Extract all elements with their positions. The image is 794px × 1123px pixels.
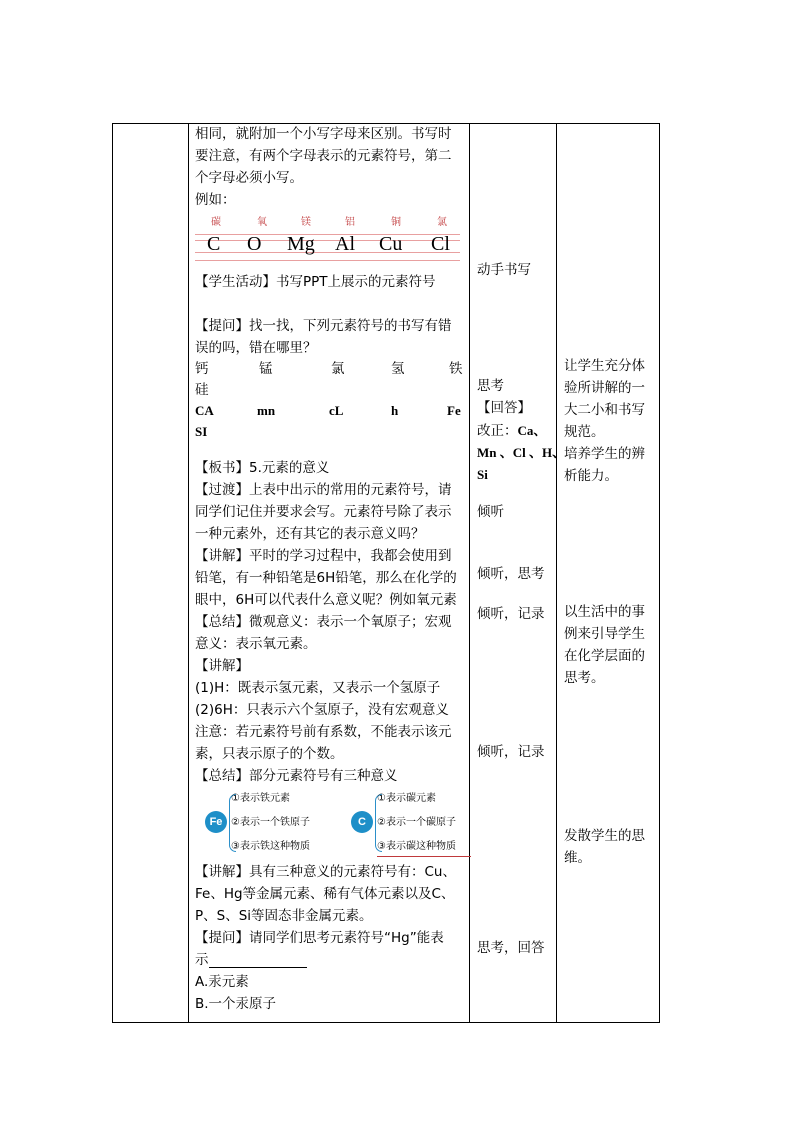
intent-text: 让学生充分体 <box>564 358 645 374</box>
summary-line: 意义：表示氧元素。 <box>195 636 317 652</box>
transition-line: 【过渡】上表中出示的常用的元素符号，请 <box>195 482 452 498</box>
wrong-symbol: h <box>391 403 399 418</box>
option-b: B.一个汞原子 <box>195 996 277 1012</box>
transition-line: 同学们记住并要求会写。元素符号除了表示 <box>195 504 452 520</box>
wrong-symbol: cL <box>329 403 344 418</box>
meaning-item: ①表示碳元素 <box>377 793 436 804</box>
meaning-item: ③表示铁这种物质 <box>231 841 310 852</box>
element-symbol: Cl <box>431 233 450 255</box>
column-divider <box>469 124 470 1022</box>
lecture-line: 铅笔，有一种铅笔是6H铅笔，那么在化学的 <box>195 570 457 586</box>
symbol-chart <box>195 212 460 264</box>
element-symbol: Cu <box>379 233 403 255</box>
lecture-line: 【讲解】具有三种意义的元素符号有：Cu、 <box>195 864 456 880</box>
meaning-item: ②表示一个碳原子 <box>377 817 456 828</box>
intent-text: 例来引导学生 <box>564 626 645 642</box>
intent-text: 发散学生的思 <box>564 828 645 844</box>
activity-text: 倾听，记录 <box>477 606 545 622</box>
fe-badge: Fe <box>205 811 227 833</box>
note-line: 素，只表示原子的个数。 <box>195 746 344 762</box>
intent-text: 维。 <box>564 850 591 866</box>
symbol-cn: 镁 <box>301 217 311 228</box>
teaching-content-column <box>195 124 465 1022</box>
transition-line: 一种元素外，还有其它的表示意义吗？ <box>195 526 425 542</box>
board-line: 【板书】5.元素的意义 <box>195 460 330 476</box>
column-divider <box>556 124 557 1022</box>
example-label: 例如： <box>195 192 236 208</box>
activity-line: 【学生活动】书写PPT上展示的元素符号 <box>195 274 436 290</box>
symbol-cn: 碳 <box>211 217 221 228</box>
intent-text: 思考。 <box>564 670 605 686</box>
wrong-symbol: Fe <box>447 403 461 418</box>
element-symbol: Mg <box>287 233 315 255</box>
element-cn: 锰 <box>259 361 273 377</box>
wrong-symbol: mn <box>257 403 276 418</box>
intent-text: 析能力。 <box>564 468 618 484</box>
activity-text: 【回答】 <box>477 400 531 416</box>
symbol-cn: 氯 <box>437 217 447 228</box>
lesson-table <box>112 123 660 1023</box>
question-line: 【提问】请同学们思考元素符号“Hg”能表 <box>195 930 444 946</box>
option-a: A.汞元素 <box>195 974 249 990</box>
intent-text: 培养学生的辨 <box>564 446 645 462</box>
intent-text: 以生活中的事 <box>564 604 645 620</box>
activity-text: 思考 <box>477 378 504 394</box>
lecture-line: 【讲解】平时的学习过程中，我都会使用到 <box>195 548 452 564</box>
intent-text: 规范。 <box>564 424 605 440</box>
paragraph-line: 相同，就附加一个小写字母来区别。书写时 <box>195 126 452 142</box>
activity-text: 倾听，思考 <box>477 566 545 582</box>
activity-text: Si <box>477 467 488 482</box>
question-line: 误的吗，错在哪里？ <box>195 340 317 356</box>
c-badge: C <box>351 811 373 833</box>
lecture-line: 【讲解】 <box>195 658 249 674</box>
symbol-cn: 铜 <box>391 217 401 228</box>
question-line: 【提问】找一找，下列元素符号的书写有错 <box>195 318 452 334</box>
summary-line: 【总结】微观意义：表示一个氧原子；宏观 <box>195 614 452 630</box>
student-activity-column <box>477 124 566 1022</box>
element-symbol: O <box>247 233 262 255</box>
element-cn: 铁 <box>449 361 463 377</box>
activity-text: Mn 、Cl 、H、 <box>477 445 566 460</box>
answer-blank <box>209 967 307 968</box>
element-symbol: C <box>207 233 221 255</box>
element-symbol: Al <box>335 233 355 255</box>
activity-text: 改正：Ca、 <box>477 423 547 439</box>
element-cn: 氢 <box>391 361 405 377</box>
activity-text: 倾听，记录 <box>477 744 545 760</box>
note-line: 注意：若元素符号前有系数，不能表示该元 <box>195 724 452 740</box>
activity-text: 思考，回答 <box>477 940 545 956</box>
symbol-cn: 氧 <box>257 217 267 228</box>
list-item: (1)H：既表示氢元素，又表示一个氢原子 <box>195 680 441 696</box>
lecture-line: P、S、Si等固态非金属元素。 <box>195 908 373 924</box>
intent-text: 验所讲解的一 <box>564 380 645 396</box>
paragraph-line: 个字母必须小写。 <box>195 170 303 186</box>
wrong-symbol: SI <box>195 424 208 439</box>
wrong-symbol: CA <box>195 403 214 418</box>
element-cn: 硅 <box>195 382 209 398</box>
lecture-line: 眼中，6H可以代表什么意义呢？例如氧元素 <box>195 592 457 608</box>
design-intent-column <box>564 124 658 1022</box>
activity-text: 倾听 <box>477 504 504 520</box>
question-line: 示 <box>195 952 209 968</box>
summary-line: 【总结】部分元素符号有三种意义 <box>195 768 398 784</box>
meanings-diagram <box>195 788 471 858</box>
intent-text: 大二小和书写 <box>564 402 645 418</box>
meaning-item: ③表示碳这种物质 <box>377 841 456 852</box>
activity-text: 动手书写 <box>477 262 531 278</box>
meaning-item: ①表示铁元素 <box>231 793 290 804</box>
paragraph-line: 要注意，有两个字母表示的元素符号，第二 <box>195 148 452 164</box>
column-divider <box>188 124 189 1022</box>
element-cn: 钙 <box>195 361 209 377</box>
symbol-cn: 铝 <box>345 217 355 228</box>
meaning-item: ②表示一个铁原子 <box>231 817 310 828</box>
list-item: (2)6H：只表示六个氢原子，没有宏观意义 <box>195 702 449 718</box>
element-cn: 氯 <box>331 361 345 377</box>
intent-text: 在化学层面的 <box>564 648 645 664</box>
lecture-line: Fe、Hg等金属元素、稀有气体元素以及C、 <box>195 886 455 902</box>
